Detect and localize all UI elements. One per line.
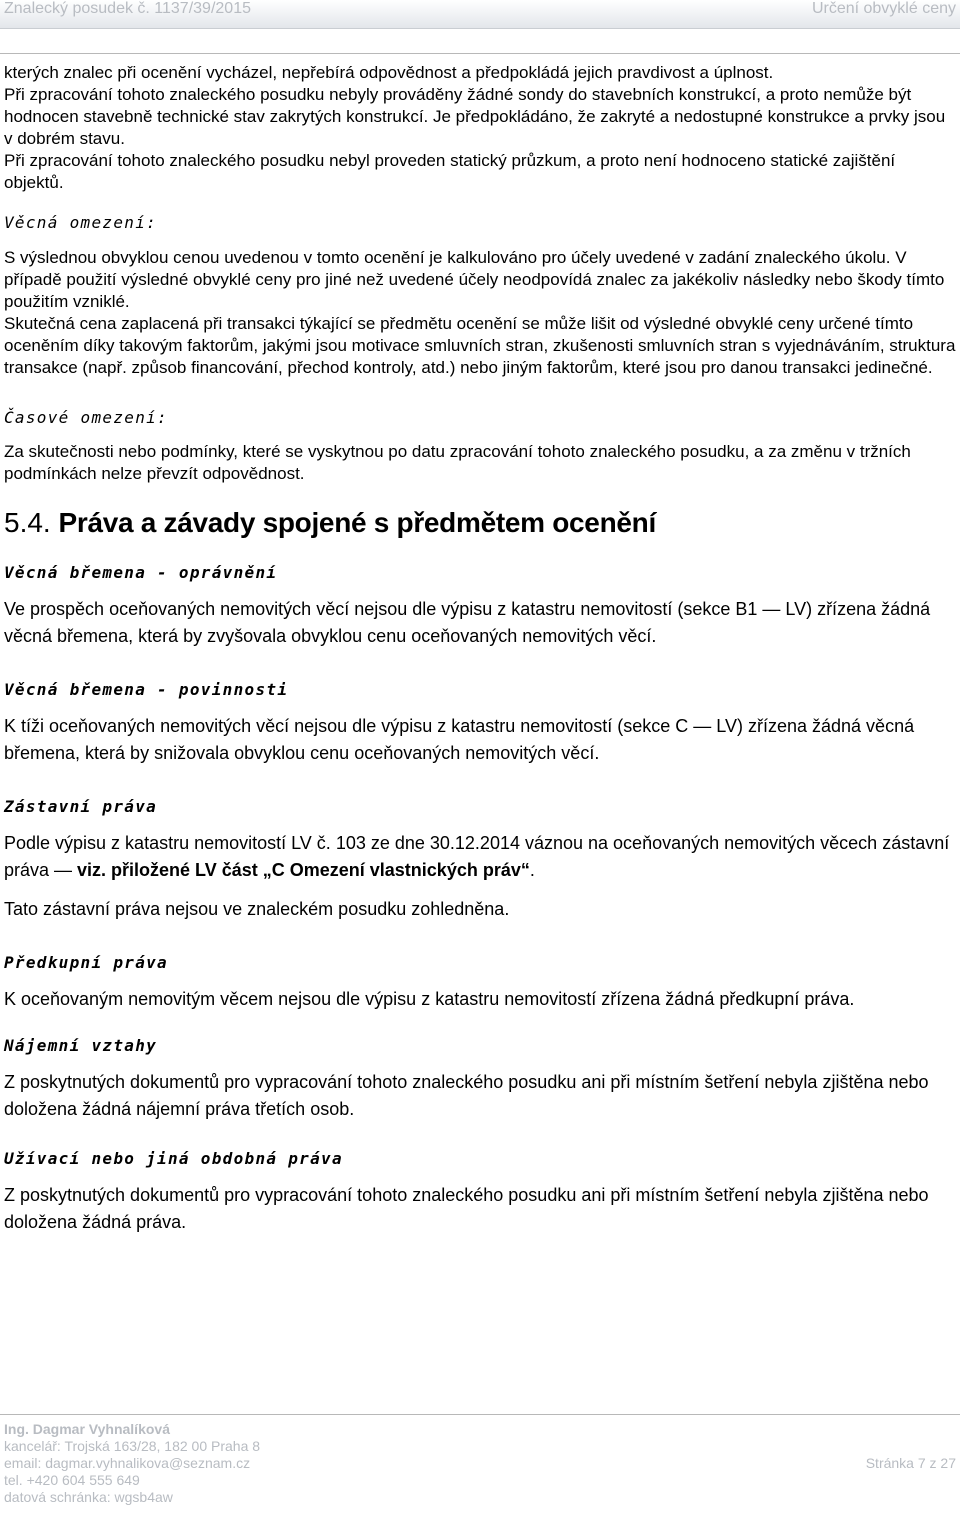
najemni-heading: Nájemní vztahy: [4, 1036, 158, 1055]
opravneni-paragraph: Ve prospěch oceňovaných nemovitých věcí nejsou dle výpisu z katastru nemovitostí (sekce B1 — LV) zřízena žádná věcná břemena, která by zvyšovala obvyklou cenu oceňovaných nemovitých věcí.: [4, 599, 931, 646]
vecna-omezeni-heading: Věcná omezení:: [4, 213, 158, 232]
povinnosti-heading: Věcná břemena - povinnosti: [4, 680, 289, 699]
header-divider: [0, 53, 960, 54]
uzivaci-heading: Užívací nebo jiná obdobná práva: [4, 1149, 343, 1168]
predkupni-paragraph: K oceňovaným nemovitým věcem nejsou dle výpisu z katastru nemovitostí zřízena žádná předkupní práva.: [4, 989, 855, 1009]
opravneni-heading: Věcná břemena - oprávnění: [4, 563, 278, 582]
header-document-number: Znalecký posudek č. 1137/39/2015: [4, 0, 251, 17]
povinnosti-paragraph: K tíži oceňovaných nemovitých věcí nejsou dle výpisu z katastru nemovitostí (sekce C — LV) zřízena žádná věcná břemena, která by snižovala obvyklou cenu oceňovaných nemovitých věcí.: [4, 716, 915, 763]
footer-phone: tel. +420 604 555 649: [4, 1472, 140, 1488]
page-header: [0, 0, 960, 29]
predkupni-heading: Předkupní práva: [4, 953, 168, 972]
zastavni-paragraph-1: [4, 830, 956, 884]
najemni-paragraph: Z poskytnutých dokumentů pro vypracování tohoto znaleckého posudku ani při místním šetření nebyla zjištěna nebo doložena žádná nájemní práva třetích osob.: [4, 1072, 929, 1119]
section-heading: [4, 505, 956, 541]
header-section-title: Určení obvyklé ceny: [811, 0, 956, 17]
document-body: [4, 62, 956, 1236]
intro-paragraph-3: Při zpracování tohoto znaleckého posudku nebyl proveden statický průzkum, a proto není hodnoceno statické zajištění objektů.: [4, 151, 896, 192]
zastavni-text: Podle výpisu z katastru nemovitostí LV č. 103 ze dne 30.12.2014 váznou na oceňovaných nemovitých věcech zástavní práva —: [4, 833, 950, 880]
section-title: Práva a závady spojené s předmětem ocenění: [58, 507, 656, 538]
uzivaci-paragraph: Z poskytnutých dokumentů pro vypracování tohoto znaleckého posudku ani při místním šetření nebyla zjištěna nebo doložena žádná práva.: [4, 1185, 929, 1232]
intro-paragraph-2: Při zpracování tohoto znaleckého posudku nebyly prováděny žádné sondy do stavebních konstrukcí, a proto nemůže být hodnocen stavebně technické stav zakrytých konstrukcí. Je předpokládáno, že zakryté a nedostupné konstrukce a prvky jsou v dobrém stavu.: [4, 85, 946, 148]
intro-paragraph-1: kterých znalec při ocenění vycházel, nepřebírá odpovědnost a předpokládá jejich pravdivost a úplnost.: [4, 63, 774, 82]
casove-omezeni-paragraph: Za skutečnosti nebo podmínky, které se vyskytnou po datu zpracování tohoto znaleckého posudku, a za změnu v tržních podmínkách nelze převzít odpovědnost.: [4, 442, 911, 483]
footer-office: kancelář: Trojská 163/28, 182 00 Praha 8: [4, 1438, 261, 1454]
zastavni-heading: Zástavní práva: [4, 797, 158, 816]
casove-omezeni-heading: Časové omezení:: [4, 408, 168, 427]
footer-databox: datová schránka: wgsb4aw: [4, 1489, 173, 1505]
zastavni-end: .: [529, 860, 535, 880]
vecna-omezeni-paragraph-2: Skutečná cena zaplacená při transakci týkající se předmětu ocenění se může lišit od výsledné obvyklé ceny určené tímto oceněním díky takovým faktorům, jakými jsou motivace smluvních stran, zkušenosti smluvních stran s vyjednáváním, struktura transakce (např. způsob financování, přechod kontroly, atd.) nebo jiným faktorům, které jsou pro danou transakci jedinečné.: [4, 314, 956, 377]
footer-page-number: Stránka 7 z 27: [865, 1455, 956, 1471]
footer-author-name: Ing. Dagmar Vyhnalíková: [4, 1421, 170, 1437]
section-number: 5.4.: [4, 507, 51, 538]
page-footer: [0, 1414, 960, 1505]
vecna-omezeni-paragraph-1: S výslednou obvyklou cenou uvedenou v tomto ocenění je kalkulováno pro účely uvedené v zadání znaleckého úkolu. V případě použití výsledné obvyklé ceny pro jiné než uvedené účely neodpovídá znalec za jakékoliv následky nebo škody tímto použitím vzniklé.: [4, 248, 945, 311]
footer-email: email: dagmar.vyhnalikova@seznam.cz: [4, 1455, 251, 1471]
zastavni-reference: viz. přiložené LV část „C Omezení vlastnických práv“: [77, 860, 530, 880]
footer-contact: [4, 1421, 260, 1506]
zastavni-paragraph-2: Tato zástavní práva nejsou ve znaleckém posudku zohledněna.: [4, 899, 510, 919]
